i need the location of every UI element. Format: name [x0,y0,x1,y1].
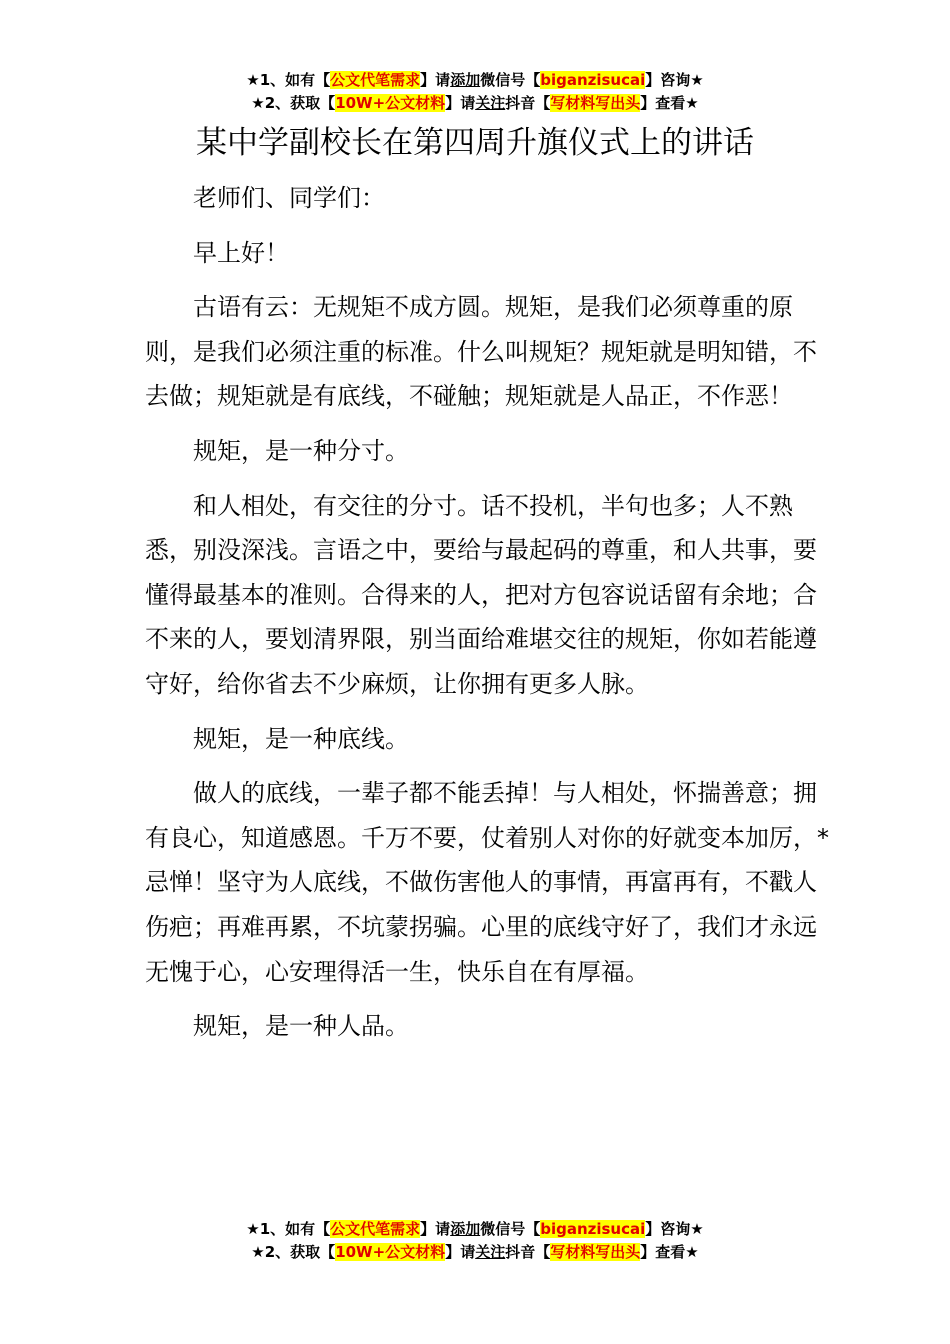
banner-wechat-id: biganzisucai [540,1220,646,1238]
banner-text: 】请 [420,71,451,89]
paragraph: 老师们、同学们： [193,184,385,212]
document-body [145,176,835,1059]
header-banner [0,69,950,115]
paragraph: 规矩，是一种底线。 [193,724,409,753]
banner-text: 】请 [445,94,476,112]
banner-line-2 [0,1241,950,1264]
banner-douyin-id: 写材料写出头 [550,94,641,112]
banner-highlight: 10W+公文材料 [335,94,446,112]
banner-text: ★2、获取【 [251,1243,336,1261]
banner-text: 微信号【 [480,71,541,89]
banner-text: 】请 [445,1243,476,1261]
banner-text: 微信号【 [480,1220,541,1238]
banner-text: 抖音【 [505,94,551,112]
banner-emphasis: 添加 [450,71,481,89]
paragraph: 规矩，是一种人品。 [193,1012,409,1041]
banner-emphasis: 关注 [475,1243,506,1261]
banner-text: 】查看★ [640,94,699,112]
paragraph: 规矩，是一种分寸。 [193,436,409,465]
banner-text: 抖音【 [505,1243,551,1261]
banner-text: ★1、如有【 [246,71,331,89]
paragraph: 古语有云：无规矩不成方圆。规矩，是我们必须尊重的原则，是我们必须注重的标准。什么叫规矩？规矩就是明知错，不去做；规矩就是有底线，不碰触；规矩就是人品正，不作恶！ [145,293,817,411]
banner-highlight: 公文代笔需求 [330,71,421,89]
paragraph: 早上好！ [193,238,289,267]
banner-line-1 [0,69,950,92]
banner-highlight: 公文代笔需求 [330,1220,421,1238]
banner-highlight: 10W+公文材料 [335,1243,446,1261]
banner-text: 】请 [420,1220,451,1238]
document-title: 某中学副校长在第四周升旗仪式上的讲话 [196,125,754,161]
paragraph: 做人的底线，一辈子都不能丢掉！与人相处，怀揣善意；拥有良心，知道感恩。千万不要，仗着别人对你的好就变本加厉，*忌惮！坚守为人底线，不做伤害他人的事情，再富再有，不戳人伤疤；再难再累，不坑蒙拐骗。心里的底线守好了，我们才永远无愧于心，心安理得活一生，快乐自在有厚福。 [145,779,829,986]
footer-banner [0,1218,950,1264]
banner-douyin-id: 写材料写出头 [550,1243,641,1261]
banner-text: 】咨询★ [645,1220,704,1238]
banner-text: ★1、如有【 [246,1220,331,1238]
banner-line-2 [0,92,950,115]
banner-text: ★2、获取【 [251,94,336,112]
banner-emphasis: 添加 [450,1220,481,1238]
paragraph: 和人相处，有交往的分寸。话不投机，半句也多；人不熟悉，别没深浅。言语之中，要给与最起码的尊重，和人共事，要懂得最基本的准则。合得来的人，把对方包容说话留有余地；合不来的人，要划清界限，别当面给难堪交往的规矩，你如若能遵守好，给你省去不少麻烦，让你拥有更多人脉。 [145,491,817,698]
banner-text: 】查看★ [640,1243,699,1261]
banner-emphasis: 关注 [475,94,506,112]
banner-wechat-id: biganzisucai [540,71,646,89]
banner-line-1 [0,1218,950,1241]
banner-text: 】咨询★ [645,71,704,89]
